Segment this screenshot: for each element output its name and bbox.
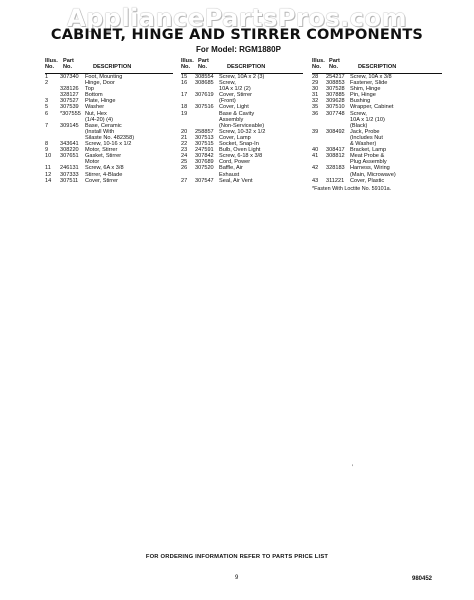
part-description: Washer bbox=[85, 104, 105, 111]
illus-number: 19 bbox=[181, 110, 188, 117]
part-description: Wrapper, Cabinet bbox=[350, 104, 394, 111]
column-header bbox=[45, 58, 173, 74]
document-number: 980452 bbox=[412, 576, 433, 582]
part-number: 307510 bbox=[326, 104, 345, 111]
part-number: 307333 bbox=[60, 171, 79, 178]
header-illus-no: No. bbox=[312, 64, 322, 70]
header-part: Part bbox=[329, 58, 340, 64]
part-number: 311221 bbox=[326, 177, 345, 184]
part-number: 307513 bbox=[195, 134, 214, 141]
part-description: Bulb, Oven Light bbox=[219, 147, 261, 154]
part-description: Silaste No. 482358) bbox=[85, 134, 135, 141]
header-illus-no: No. bbox=[181, 64, 191, 70]
illus-number: 41 bbox=[312, 153, 319, 160]
part-description: Hinge, Door bbox=[85, 80, 115, 87]
part-description: Cover, Plastic bbox=[350, 177, 385, 184]
parts-row bbox=[312, 178, 442, 184]
illus-number: 40 bbox=[312, 147, 319, 154]
illus-number: 1 bbox=[45, 74, 49, 80]
part-description: Screw, 6-18 x 3/8 bbox=[219, 153, 263, 160]
parts-column-1 bbox=[45, 58, 173, 184]
illus-number: 42 bbox=[312, 165, 319, 172]
header-description: DESCRIPTION bbox=[227, 64, 266, 70]
header-part-no: No. bbox=[198, 64, 208, 70]
header-part: Part bbox=[63, 58, 74, 64]
part-number: 307619 bbox=[195, 92, 214, 99]
part-number: 307539 bbox=[60, 104, 79, 111]
part-description: Cord, Power bbox=[219, 159, 251, 166]
part-description: Top bbox=[85, 86, 95, 93]
part-number: 328127 bbox=[60, 92, 79, 99]
illus-number: 36 bbox=[312, 110, 319, 117]
part-description: Exhaust bbox=[219, 171, 240, 178]
part-description: Meat Probe & bbox=[350, 153, 385, 160]
illus-number: 10 bbox=[45, 153, 52, 160]
illus-number: 28 bbox=[312, 74, 319, 80]
part-description: Cover, Light bbox=[219, 104, 249, 111]
illus-number: 9 bbox=[45, 147, 49, 154]
part-number: 309628 bbox=[326, 98, 345, 105]
part-number: 307651 bbox=[60, 153, 79, 160]
part-description: Screw, bbox=[350, 110, 367, 117]
header-part-no: No. bbox=[63, 64, 73, 70]
part-number: 254217 bbox=[326, 74, 345, 80]
part-number: 246131 bbox=[60, 165, 79, 172]
part-number: 307515 bbox=[195, 141, 214, 148]
part-description: Harness, Wiring bbox=[350, 165, 390, 172]
tick-mark: ′ bbox=[352, 465, 354, 471]
part-description: (Includes Nut bbox=[350, 134, 383, 141]
part-description: Bushing bbox=[350, 98, 371, 105]
header-illus: Illus. bbox=[312, 58, 325, 64]
illus-number: 31 bbox=[312, 92, 319, 99]
illus-number: 22 bbox=[181, 141, 188, 148]
illus-number: 11 bbox=[45, 165, 51, 172]
column-header bbox=[312, 58, 442, 74]
part-description: Pin, Hinge bbox=[350, 92, 376, 99]
part-description: Bottom bbox=[85, 92, 103, 99]
part-description: Assembly bbox=[219, 116, 244, 123]
part-description: (Black) bbox=[350, 122, 368, 129]
part-description: (1/4-20) (4) bbox=[85, 116, 113, 123]
part-description: Cover, Stirrer bbox=[85, 177, 118, 184]
ordering-footer: FOR ORDERING INFORMATION REFER TO PARTS PRICE LIST bbox=[145, 554, 329, 560]
part-description: Foot, Mounting bbox=[85, 74, 123, 80]
part-description: (Install With bbox=[85, 128, 115, 135]
header-part-no: No. bbox=[329, 64, 339, 70]
illus-number: 30 bbox=[312, 86, 319, 93]
part-number: 308554 bbox=[195, 74, 214, 80]
illus-number: 35 bbox=[312, 104, 319, 111]
illus-number: 25 bbox=[181, 159, 188, 166]
illus-number: 32 bbox=[312, 98, 319, 105]
footnote: *Fasten With Loctite No. 59101a. bbox=[312, 185, 392, 192]
part-description: Screw, 10A x 2 (3) bbox=[219, 74, 265, 80]
part-number: 307527 bbox=[60, 98, 79, 105]
part-number: 328183 bbox=[326, 165, 345, 172]
part-description: Motor, Stirrer bbox=[85, 147, 118, 154]
header-description: DESCRIPTION bbox=[358, 64, 397, 70]
part-number: 308492 bbox=[326, 128, 345, 135]
illus-number: 39 bbox=[312, 128, 319, 135]
illus-number: 3 bbox=[45, 98, 49, 105]
part-description: 10A x 1/2 (2) bbox=[219, 86, 251, 93]
illus-number: 26 bbox=[181, 165, 188, 172]
page-title: CABINET, HINGE AND STIRRER COMPONENTS bbox=[50, 27, 424, 43]
part-description: Screw, 10-16 x 1/2 bbox=[85, 141, 132, 148]
part-number: 307885 bbox=[326, 92, 345, 99]
part-description: Seal, Air Vent bbox=[219, 177, 253, 184]
part-number: 307516 bbox=[195, 104, 214, 111]
part-number: 307689 bbox=[195, 159, 214, 166]
model-line: For Model: RGM1880P bbox=[196, 45, 281, 54]
illus-number: 20 bbox=[181, 128, 188, 135]
header-illus: Illus. bbox=[181, 58, 194, 64]
part-description: Screw, 10-32 x 1/2 bbox=[219, 128, 266, 135]
illus-number: 29 bbox=[312, 80, 319, 87]
part-number: 307340 bbox=[60, 74, 79, 80]
illus-number: 43 bbox=[312, 177, 319, 184]
page-number: 9 bbox=[235, 575, 239, 581]
part-description: Fastener, Slide bbox=[350, 80, 388, 87]
part-description: Motor bbox=[85, 159, 100, 166]
parts-row bbox=[45, 178, 173, 184]
part-description: Plug Assembly bbox=[350, 159, 387, 166]
part-description: Gasket, Stirrer bbox=[85, 153, 122, 160]
watermark: AppliancePartsPros.com bbox=[67, 4, 407, 32]
header-illus-no: No. bbox=[45, 64, 55, 70]
illus-number: 6 bbox=[45, 110, 49, 117]
illus-number: 15 bbox=[181, 74, 188, 80]
parts-row bbox=[181, 178, 303, 184]
header-part: Part bbox=[198, 58, 209, 64]
part-description: Jack, Probe bbox=[350, 128, 380, 135]
parts-column-3 bbox=[312, 58, 442, 192]
part-description: Shim, Hinge bbox=[350, 86, 381, 93]
part-number: *307555 bbox=[60, 110, 81, 117]
part-description: Screw, 6A x 3/8 bbox=[85, 165, 124, 172]
header-illus: Illus. bbox=[45, 58, 58, 64]
part-description: Cover, Stirrer bbox=[219, 92, 252, 99]
part-description: 10A x 1/2 (10) bbox=[350, 116, 385, 123]
illus-number: 16 bbox=[181, 80, 188, 87]
part-description: & Washer) bbox=[350, 141, 377, 148]
part-number: 307748 bbox=[326, 110, 345, 117]
part-description: Stirrer, 4-Blade bbox=[85, 171, 123, 178]
illus-number: 12 bbox=[45, 171, 52, 178]
part-number: 307520 bbox=[195, 165, 214, 172]
part-description: Cover, Lamp bbox=[219, 134, 251, 141]
part-number: 308812 bbox=[326, 153, 345, 160]
part-number: 309145 bbox=[60, 122, 79, 129]
part-description: (Front) bbox=[219, 98, 236, 105]
part-description: (Non-Serviceable) bbox=[219, 122, 265, 129]
illus-number: 5 bbox=[45, 104, 49, 111]
part-number: 328126 bbox=[60, 86, 79, 93]
part-number: 307528 bbox=[326, 86, 345, 93]
part-number: 308417 bbox=[326, 147, 345, 154]
header-description: DESCRIPTION bbox=[93, 64, 132, 70]
part-description: Socket, Snap-In bbox=[219, 141, 259, 148]
part-number: 247591 bbox=[195, 147, 214, 154]
part-number: 343641 bbox=[60, 141, 79, 148]
part-description: Plate, Hinge bbox=[85, 98, 116, 105]
illus-number: 14 bbox=[45, 177, 52, 184]
part-description: Base & Cavity bbox=[219, 110, 255, 117]
part-number: 307842 bbox=[195, 153, 214, 160]
part-description: Base, Ceramic bbox=[85, 122, 122, 129]
illus-number: 21 bbox=[181, 134, 188, 141]
illus-number: 27 bbox=[181, 177, 188, 184]
part-description: (Main, Microwave) bbox=[350, 171, 396, 178]
parts-column-2 bbox=[181, 58, 303, 184]
part-number: 307511 bbox=[60, 177, 79, 184]
illus-number: 23 bbox=[181, 147, 188, 154]
part-description: Bracket, Lamp bbox=[350, 147, 387, 154]
part-number: 308220 bbox=[60, 147, 79, 154]
illus-number: 24 bbox=[181, 153, 188, 160]
illus-number: 8 bbox=[45, 141, 49, 148]
part-description: Baffle, Air bbox=[219, 165, 243, 172]
illus-number: 18 bbox=[181, 104, 188, 111]
part-number: 258857 bbox=[195, 128, 214, 135]
part-description: Screw, bbox=[219, 80, 236, 87]
column-header bbox=[181, 58, 303, 74]
part-number: 308685 bbox=[195, 80, 214, 87]
part-description: Screw, 10A x 3/8 bbox=[350, 74, 392, 80]
part-description: Nut, Hex bbox=[85, 110, 107, 117]
part-number: 308853 bbox=[326, 80, 345, 87]
part-number: 307547 bbox=[195, 177, 214, 184]
illus-number: 17 bbox=[181, 92, 188, 99]
illus-number: 2 bbox=[45, 80, 49, 87]
illus-number: 7 bbox=[45, 122, 49, 129]
